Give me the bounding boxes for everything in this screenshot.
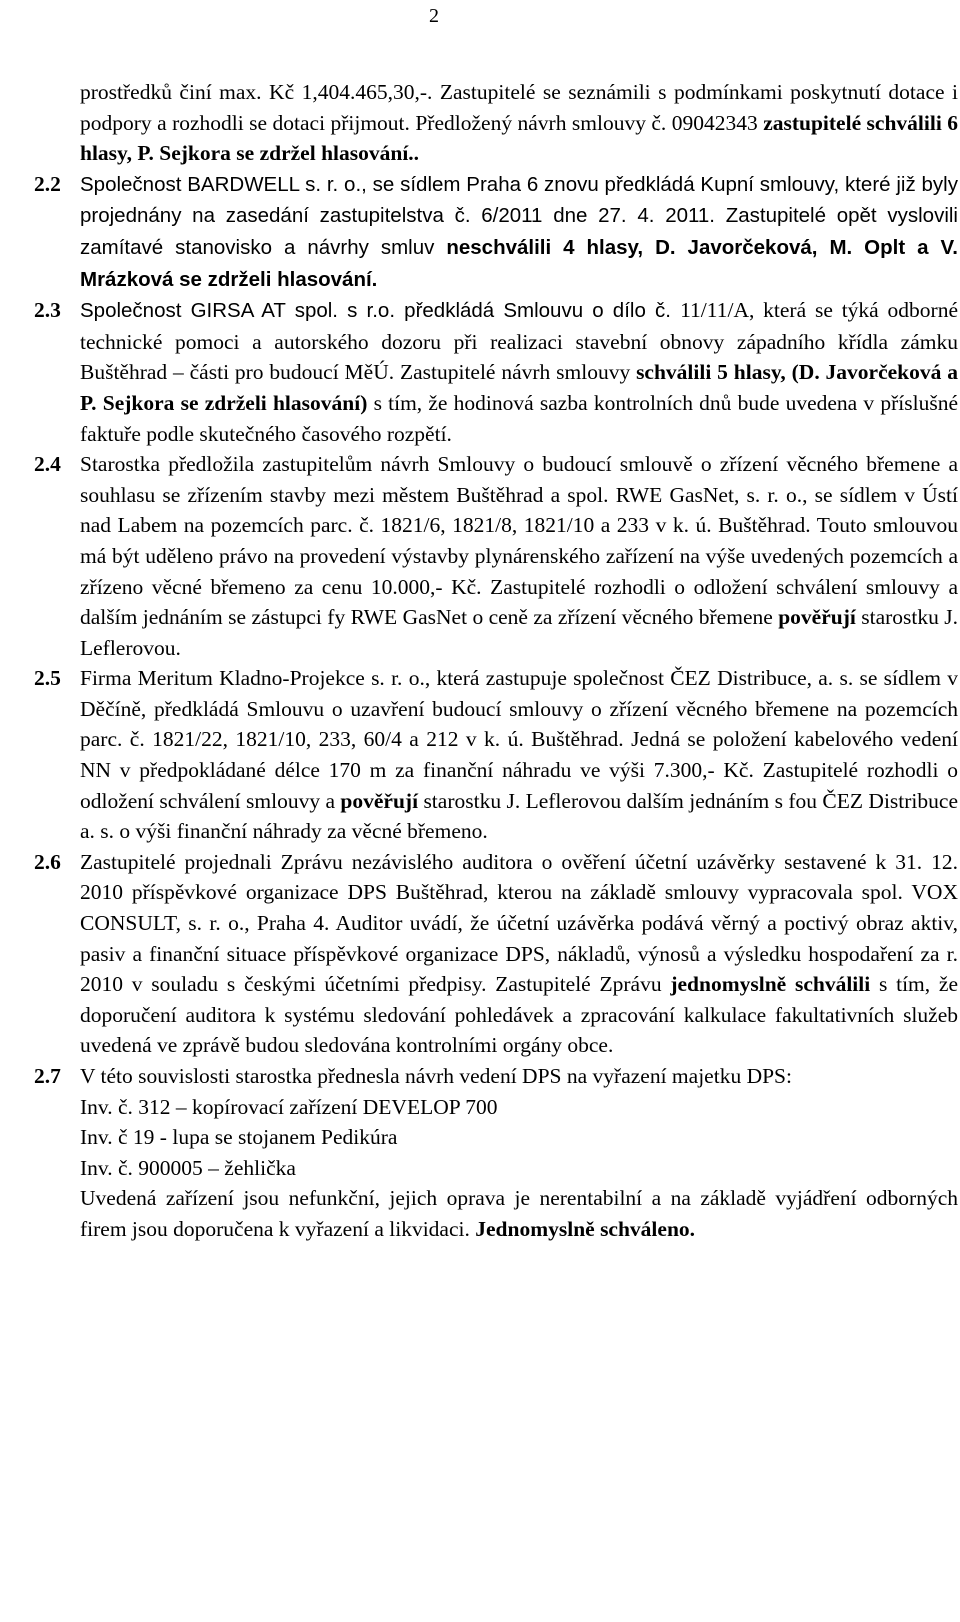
bold-text-run: pověřují [778, 605, 856, 630]
text-run: starostku J. Leflerovou dalším jednáním s fou ČEZ Distribuce a. s. o výši finanční náhrady za věcné břemeno. [80, 788, 958, 844]
text-run: s tím, že doporučení auditora k systému sledování pohledávek a zpracování kalkulace fakultativních služeb uvedená ve zprávě budou sledována kontrolními orgány obce. [80, 972, 958, 1058]
item-number: 2.3 [34, 298, 61, 323]
item-text [80, 295, 958, 449]
bold-text-run: schválili 5 hlasy, (D. Javorčeková a P. Sejkora se zdrželi hlasování) [80, 360, 958, 415]
item-number: 2.5 [34, 666, 61, 691]
text-run: 11/11/A, která se týká odborné technické pomoci a autorského dozoru při realizaci stavební obnovy západního křídla zámku Buštěhrad – části pro budoucí MěÚ. Zastupitelé návrh smlouvy [80, 298, 958, 385]
item-number: 2.7 [34, 1064, 61, 1088]
page-number: 2 [429, 5, 439, 27]
item-text [80, 847, 958, 1061]
inventory-line: Inv. č 19 - lupa se stojanem Pedikúra [80, 1125, 398, 1150]
agenda-item [34, 169, 958, 295]
text-run: Firma Meritum Kladno-Projekce s. r. o., která zastupuje společnost ČEZ Distribuce, a. s. se sídlem v Děčíně, předkládá Smlouvu o uzavření budoucí smlouvy o zřízení věcného břemene na pozemcích parc. č. 1821/22, 1821/10, 233, 60/4 a 212 v k. ú. Buštěhrad. Jedná se položení kabelového vedení NN v předpokládané délce 170 m za finanční náhradu ve výši 7.300,- Kč. Zastupitelé rozhodli o odložení schválení smlouvy a [80, 666, 958, 813]
agenda-item [34, 295, 958, 449]
item-paragraph [80, 169, 958, 295]
item-paragraph [80, 1183, 958, 1244]
inventory-line: Inv. č. 312 – kopírovací zařízení DEVELOP 700 [80, 1094, 498, 1119]
text-run: Starostka předložila zastupitelům návrh Smlouvy o budoucí smlouvě o zřízení věcného břemene a souhlasu se zřízením stavby mezi městem Buštěhrad a spol. RWE GasNet, s. r. o., se sídlem v Ústí nad Labem na pozemcích parc. č. 1821/6, 1821/8, 1821/10 a 233 v k. ú. Buštěhrad. Touto smlouvou má být uděleno právo na provedení výstavby plynárenského zařízení na výše uvedených pozemcích a zřízeno věcné břemeno za cenu 10.000,- Kč. Zastupitelé rozhodli o odložení schválení smlouvy a dalším jednáním se zástupci fy RWE GasNet o ceně za zřízení věcného břemene [80, 452, 958, 630]
item-number: 2.2 [34, 171, 61, 196]
item-paragraph [80, 449, 958, 663]
text-run: Uvedená zařízení jsou nefunkční, jejich oprava je nerentabilní a na základě vyjádření odborných firem jsou doporučena k vyřazení a likvidaci. [80, 1186, 958, 1241]
bold-text-run: pověřují [340, 788, 419, 813]
item-text [80, 449, 958, 663]
inventory-line: Inv. č. 900005 – žehlička [80, 1155, 296, 1180]
text-run: Společnost GIRSA AT spol. s r.o. předkládá Smlouvu o dílo č. [80, 299, 681, 323]
item-text [80, 1061, 958, 1245]
text-run: starostku J. Leflerovou. [80, 605, 959, 660]
text-run: s tím, že hodinová sazba kontrolních dnů bude uvedena v příslušné faktuře podle skutečného časového rozpětí. [80, 390, 958, 446]
item-number [34, 77, 80, 169]
agenda-item [34, 77, 958, 169]
item-number: 2.6 [34, 849, 61, 874]
agenda-item [34, 449, 958, 663]
item-number: 2.4 [34, 452, 61, 477]
text-run: V této souvislosti starostka přednesla návrh vedení DPS na vyřazení majetku DPS: [80, 1064, 792, 1088]
item-text [80, 663, 958, 847]
item-text [80, 169, 958, 295]
bold-text-run: neschválili 4 hlasy, D. Javorčeková, M. Oplt a V. Mrázková se zdrželi hlasování. [80, 235, 958, 291]
item-paragraph [80, 1061, 958, 1092]
agenda-item [34, 663, 958, 847]
text-run: prostředků činí max. Kč 1,404.465,30,-. Zastupitelé se seznámili s podmínkami poskytnutí dotace i podpory a rozhodli se dotaci přijmout. Předložený návrh smlouvy č. 09042343 [80, 80, 958, 135]
bold-text-run: zastupitelé schválili 6 hlasy, P. Sejkora se zdržel hlasování.. [80, 110, 958, 166]
agenda-item [34, 1061, 958, 1245]
item-paragraph [80, 663, 958, 847]
agenda-item [34, 847, 958, 1061]
item-paragraph [80, 77, 958, 169]
text-run: Společnost BARDWELL s. r. o., se sídlem Praha 6 znovu předkládá Kupní smlouvy, které již byly projednány na zasedání zastupitelstva č. 6/2011 dne 27. 4. 2011. Zastupitelé opět vyslovili zamítavé stanovisko a návrhy smluv [80, 172, 958, 259]
item-text [80, 77, 958, 169]
bold-text-run: jednomyslně schválili [670, 972, 871, 997]
text-run: Zastupitelé projednali Zprávu nezávislého auditora o ověření účetní uzávěrky sestavené k 31. 12. 2010 příspěvkové organizace DPS Buštěhrad, kterou na základě smlouvy vypracovala spol. VOX CONSULT, s. r. o., Praha 4. Auditor uvádí, že účetní uzávěrka podává věrný a poctivý obraz aktiv, pasiv a finanční situace příspěvkové organizace DPS, nákladů, výnosů a výsledku hospodaření za r. 2010 v souladu s českými účetními předpisy. Zastupitelé Zprávu [80, 849, 958, 997]
bold-text-run: Jednomyslně schváleno. [475, 1216, 696, 1241]
item-paragraph [80, 295, 958, 449]
document-body [34, 77, 958, 1245]
item-paragraph [80, 847, 958, 1061]
